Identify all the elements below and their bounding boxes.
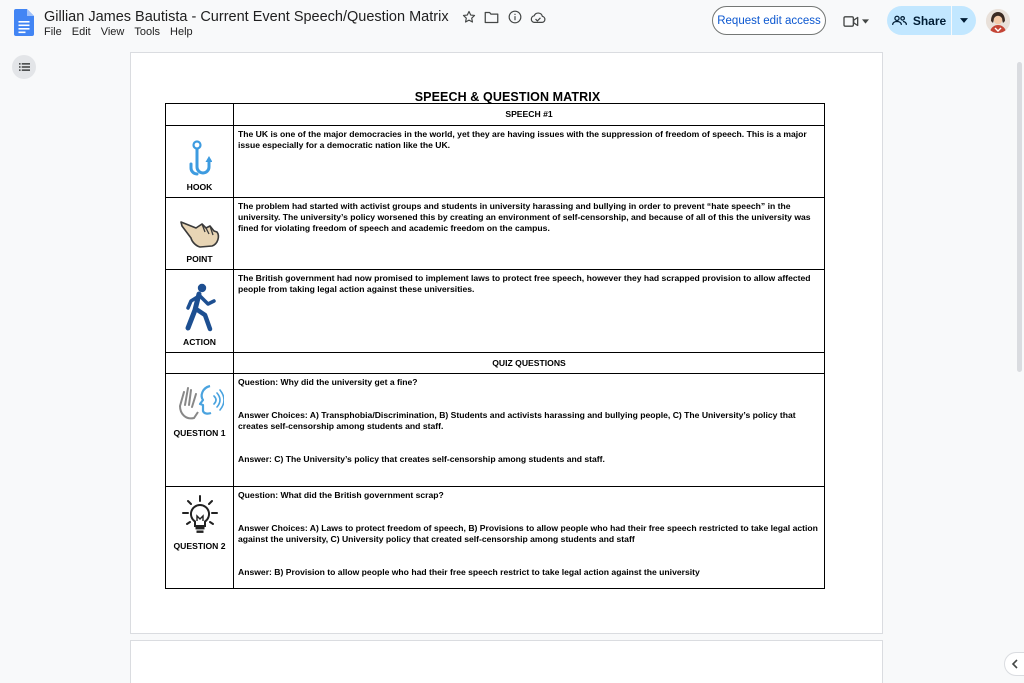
document-heading: SPEECH & QUESTION MATRIX [414,90,601,104]
request-edit-access-button[interactable]: Request edit access [712,6,826,35]
action-cell [166,270,234,353]
table-row [166,270,825,353]
question-1-choices: Answer Choices: A) Transphobia/Discrimination, B) Students and activists harassing and bullying people, C) The University’s policy that creates self-censorship among students and staff. [238,410,796,431]
info-icon[interactable] [504,8,526,26]
running-person-icon [183,283,217,333]
question-1-label: QUESTION 1 [173,428,226,438]
avatar[interactable] [986,9,1010,33]
action-label: ACTION [183,337,216,347]
question-2-content [234,487,825,589]
speaking-head-icon [176,382,224,424]
point-cell [166,198,234,270]
document-title[interactable]: Gillian James Bautista - Current Event Speech/Question Matrix [44,9,449,25]
lightbulb-icon [180,495,220,537]
hook-cell [166,126,234,198]
table-row [166,126,825,198]
question-1-text: Question: Why did the university get a fine? [238,377,418,387]
question-1-cell [166,374,234,487]
top-bar [0,0,1024,48]
outline-icon [19,63,30,71]
question-2-text: Question: What did the British government scrap? [238,490,444,500]
people-icon [892,15,907,26]
share-dropdown-button[interactable] [952,6,976,35]
hook-label: HOOK [186,182,213,192]
document-outline-button[interactable] [12,55,36,79]
spacer [238,388,820,410]
spacer [238,501,820,523]
table-row [166,374,825,487]
question-1-content [234,374,825,487]
point-text: The problem had started with activist groups and students in university harassing and bullying in order to prevent “hate speech” in the university. The university’s policy worsened this by creating an environment of self-censorship, and because of all of this the university was fined for violating freedom of speech and academic freedom on the campus. [234,198,825,270]
scrollbar-thumb[interactable] [1017,62,1022,372]
side-panel-toggle-button[interactable] [1004,652,1024,676]
docs-logo-icon[interactable] [14,9,34,36]
table-row [166,198,825,270]
hook-text: The UK is one of the major democracies in the world, yet they are having issues with the suppression of freedom of speech. This is a major issue especially for a democratic nation like the UK. [234,126,825,198]
menu-bar [44,26,203,38]
video-call-icon [843,15,859,28]
share-label: Share [912,13,947,28]
menu-view[interactable]: View [100,26,125,38]
menu-help[interactable]: Help [170,26,193,38]
video-call-button[interactable] [838,9,874,33]
table-row [166,487,825,589]
question-2-label: QUESTION 2 [173,541,226,551]
menu-edit[interactable]: Edit [71,26,91,38]
folder-icon[interactable] [481,8,503,26]
pointing-hand-icon [178,216,222,250]
speech-matrix-table [165,103,825,589]
quiz-header: QUIZ QUESTIONS [234,353,825,374]
star-icon[interactable] [458,8,480,26]
spacer [238,545,820,567]
point-label: POINT [186,254,213,264]
question-2-cell [166,487,234,589]
quiz-header-blank [166,353,234,374]
share-button-group [887,6,976,35]
menu-tools[interactable]: Tools [134,26,161,38]
question-2-answer: Answer: B) Provision to allow people who had their free speech restrict to take legal action against the university [238,567,700,577]
action-text: The British government had now promised to implement laws to protect free speech, however they had scrapped provision to allow affected people from taking legal action against these universities. [234,270,825,353]
chevron-down-icon [862,19,869,24]
document-page-2[interactable] [130,640,883,683]
menu-file[interactable]: File [44,26,62,38]
question-1-answer: Answer: C) The University’s policy that creates self-censorship among students and staff. [238,454,605,464]
chevron-left-icon [1011,659,1018,669]
question-2-choices: Answer Choices: A) Laws to protect freedom of speech, B) Provisions to allow people who had their free speech restricted to take legal action against the university, C) University policy that created self-censorship among students and staff [238,523,818,544]
share-button[interactable] [887,6,951,35]
spacer [238,432,820,454]
chevron-down-icon [960,18,968,23]
speech-header: SPEECH #1 [234,104,825,126]
cloud-icon[interactable] [527,8,549,26]
title-row [44,8,549,26]
document-page[interactable] [130,52,883,634]
table-header-blank [166,104,234,126]
fishhook-icon [188,140,212,178]
